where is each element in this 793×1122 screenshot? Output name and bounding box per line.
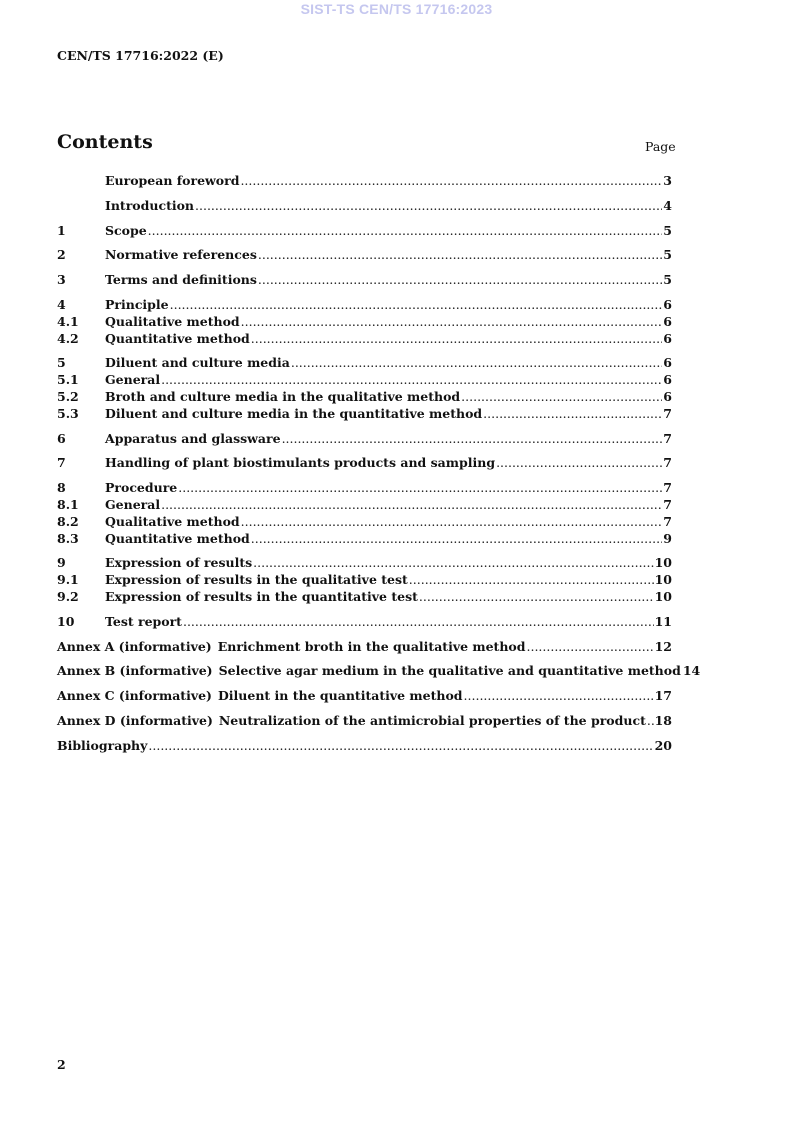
toc-entry-title: Diluent and culture media in the quantitative method [105,405,483,421]
toc-entry-number: 4.1 [57,313,79,329]
toc-entry-page: 6 [663,372,672,388]
toc-entry-number: 3 [57,272,66,288]
toc-entry-title: General [105,372,161,388]
toc-annex-entry[interactable] [57,639,672,656]
toc-entry-page: 6 [663,388,672,404]
toc-entry-title: Scope [105,222,147,238]
toc-entry-page: 6 [663,355,672,371]
toc-entry-page: 6 [663,313,672,329]
dot-leader [282,431,663,448]
toc-entry-number: 5.3 [57,405,79,421]
annex-title: Diluent in the quantitative method [217,688,463,704]
dot-leader [195,198,662,215]
toc-entry-number: 5.2 [57,388,79,404]
dot-leader [647,713,654,730]
toc-entry[interactable] [57,247,672,264]
annex-page: 18 [654,712,672,728]
toc-entry-number: 7 [57,455,66,471]
toc-entry-number: 9.1 [57,572,79,588]
dot-leader [253,555,653,572]
dot-leader [527,639,654,656]
toc-entry-title: Terms and definitions [105,272,257,288]
toc-entry[interactable] [57,514,672,531]
dot-leader [258,247,662,264]
toc-bibliography-entry[interactable] [57,738,672,755]
dot-leader [258,272,662,289]
toc-entry-title: Quantitative method [105,330,250,346]
toc-entry[interactable] [57,198,672,215]
document-id: CEN/TS 17716:2022 (E) [57,48,224,63]
annex-title: Selective agar medium in the qualitative and quantitative method [218,663,681,679]
dot-leader [178,480,662,497]
toc-entry-page: 7 [663,430,672,446]
toc-entry[interactable] [57,272,672,289]
toc-entry-number: 5 [57,355,66,371]
dot-leader [240,173,662,190]
toc-entry-page: 7 [663,455,672,471]
toc-entry-number: 8.1 [57,496,79,512]
toc-entry[interactable] [57,331,672,348]
toc-entry-page: 10 [654,588,672,604]
toc-entry[interactable] [57,355,672,372]
toc-entry-title: Expression of results [105,555,253,571]
toc-entry[interactable] [57,406,672,423]
toc-entry[interactable] [57,389,672,406]
toc-entry[interactable] [57,531,672,548]
toc-annex-entry[interactable] [57,713,672,730]
toc-entry-page: 7 [663,405,672,421]
toc-entry-page: 7 [663,496,672,512]
dot-leader [241,514,663,531]
toc-entry-page: 6 [663,330,672,346]
dot-leader [291,355,662,372]
dot-leader [409,572,654,589]
dot-leader [251,331,663,348]
dot-leader [251,531,663,548]
dot-leader [464,688,654,705]
toc-entry-number: 6 [57,430,66,446]
toc-entry-page: 9 [663,530,672,546]
toc-entry[interactable] [57,372,672,389]
annex-label: Annex A (informative) [57,638,212,654]
footer-page-number: 2 [57,1057,66,1072]
toc-entry-page: 10 [654,555,672,571]
toc-entry-number: 9 [57,555,66,571]
bibliography-page: 20 [654,737,672,753]
toc-entry-title: Procedure [105,480,178,496]
toc-entry-page: 3 [663,173,672,188]
annex-label: Annex B (informative) [57,663,213,679]
toc-entry-number: 8.2 [57,513,79,529]
toc-entry[interactable] [57,431,672,448]
toc-entry-title: Expression of results in the qualitative test [105,572,408,588]
toc-entry[interactable] [57,480,672,497]
dot-leader [241,314,663,331]
toc-entry-title: Diluent and culture media [105,355,290,371]
dot-leader [161,497,662,514]
toc-entry[interactable] [57,455,672,472]
toc-entry-page: 7 [663,480,672,496]
toc-entry[interactable] [57,223,672,240]
bibliography-title: Bibliography [57,737,148,753]
annex-title: Neutralization of the antimicrobial properties of the product [218,712,646,728]
toc-entry-number: 4.2 [57,330,79,346]
toc-entry[interactable] [57,614,672,631]
dot-leader [483,406,662,423]
annex-page: 12 [654,638,672,654]
toc-entry-page: 11 [654,613,672,629]
toc-entry-number: 5.1 [57,372,79,388]
toc-entry[interactable] [57,555,672,572]
toc-annex-entry[interactable] [57,688,672,705]
toc-entry-page: 4 [663,197,672,213]
annex-title: Enrichment broth in the qualitative method [217,638,526,654]
toc-entry[interactable] [57,572,672,589]
toc-entry-number: 9.2 [57,588,79,604]
toc-entry-title: Quantitative method [105,530,250,546]
toc-entry-title: Introduction [105,197,195,213]
toc-entry-title: Qualitative method [105,313,240,329]
toc-entry-number: 8 [57,480,66,496]
toc-entry-page: 5 [663,247,672,263]
toc-entry-title: Expression of results in the quantitative test [105,588,418,604]
dot-leader [419,589,654,606]
watermark: SIST-TS CEN/TS 17716:2023 [300,1,493,17]
annex-label: Annex D (informative) [57,712,213,728]
toc-entry-title: Test report [105,613,182,629]
toc-entry-page: 6 [663,296,672,312]
toc-entry-page: 5 [663,222,672,238]
toc-entry-title: European foreword [105,173,240,188]
toc-entry-page: 5 [663,272,672,288]
dot-leader [496,455,662,472]
toc-entry[interactable] [57,314,672,331]
toc-entry-title: General [105,496,161,512]
table-of-contents [57,173,701,755]
page-column-header: Page [645,139,676,154]
annex-page: 17 [654,688,672,704]
annex-label: Annex C (informative) [57,688,212,704]
dot-leader [461,389,662,406]
toc-entry[interactable] [57,589,672,606]
toc-entry-number: 1 [57,222,66,238]
toc-entry[interactable] [57,173,672,190]
toc-entry-page: 7 [663,513,672,529]
toc-entry-page: 10 [654,572,672,588]
page-title: Contents [57,131,153,153]
dot-leader [148,738,653,755]
toc-entry[interactable] [57,497,672,514]
dot-leader [170,297,663,314]
dot-leader [183,614,654,631]
toc-annex-entry[interactable] [57,663,701,680]
dot-leader [148,223,663,240]
toc-entry-number: 8.3 [57,530,79,546]
toc-entry-title: Normative references [105,247,257,263]
dot-leader [161,372,662,389]
toc-entry-title: Apparatus and glassware [105,430,281,446]
toc-entry-number: 2 [57,247,66,263]
toc-entry-title: Handling of plant biostimulants products and sampling [105,455,496,471]
annex-page: 14 [682,663,701,679]
toc-entry-number: 10 [57,613,75,629]
toc-entry[interactable] [57,297,672,314]
toc-entry-title: Broth and culture media in the qualitative method [105,388,461,404]
toc-entry-title: Qualitative method [105,513,240,529]
toc-entry-title: Principle [105,296,169,312]
toc-entry-number: 4 [57,296,66,312]
